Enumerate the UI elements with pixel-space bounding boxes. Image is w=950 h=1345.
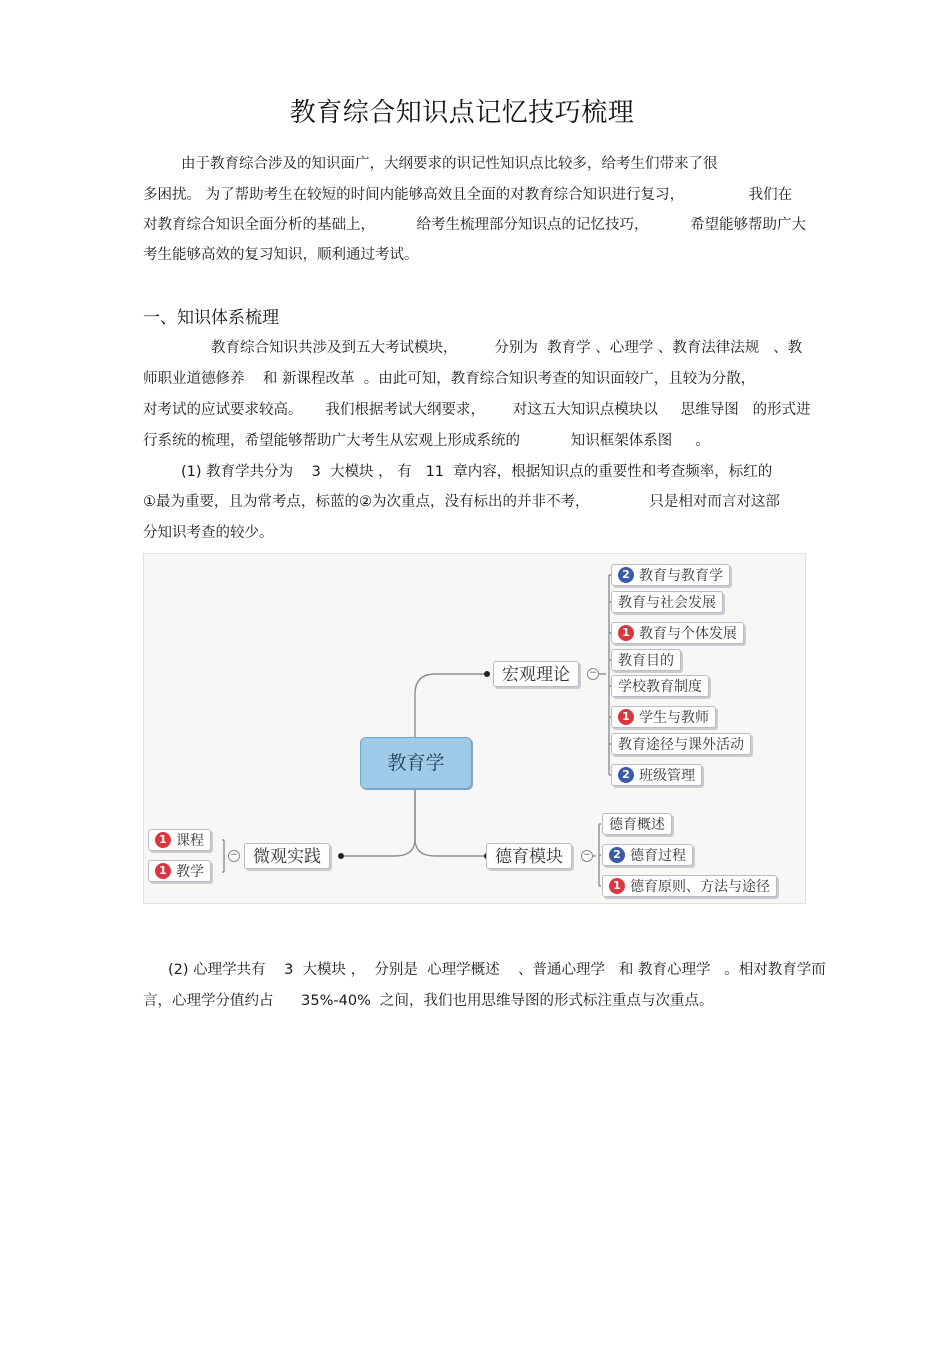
para1-line-3: 分知识考查的较少。 xyxy=(143,525,274,541)
document-title: 教育综合知识点记忆技巧梳理 xyxy=(289,98,635,128)
topic-label: 教育与社会发展 xyxy=(618,595,716,611)
collapse-moral-icon[interactable]: − xyxy=(581,850,593,862)
priority-2-icon: 2 xyxy=(618,767,634,783)
topic-label: 班级管理 xyxy=(639,768,695,784)
section-heading-knowledge-system: 一、知识体系梳理 xyxy=(143,308,279,328)
topic-label: 教育途径与课外活动 xyxy=(618,737,744,753)
topic-education-pathways xyxy=(611,733,751,755)
section1-line-3: 对考试的应试要求较高。 我们根据考试大纲要求， 对这五大知识点模块以 思维导图 的形式进 xyxy=(143,402,811,418)
priority-1-icon: 1 xyxy=(609,878,625,894)
connector-macro xyxy=(415,674,487,737)
topic-education-and-pedagogy xyxy=(611,564,730,586)
topic-label: 课程 xyxy=(176,833,204,849)
topic-school-system xyxy=(611,675,709,697)
topic-label: 德育概述 xyxy=(609,817,665,833)
priority-1-icon: 1 xyxy=(618,625,634,641)
intro-line-4: 考生能够高效的复习知识，顺利通过考试。 xyxy=(143,247,419,263)
branch-dot-macro xyxy=(484,671,490,677)
mindmap-central-node: 教育学 xyxy=(360,737,472,789)
branch-macro-theory: 宏观理论 xyxy=(493,661,579,687)
intro-line-1: 由于教育综合涉及的知识面广，大纲要求的识记性知识点比较多，给考生们带来了很 xyxy=(181,156,718,172)
para2-line-2: 言，心理学分值约占 35%-40% 之间，我们也用思维导图的形式标注重点与次重点。 xyxy=(143,993,714,1009)
para1-line-1: (1) 教育学共分为 3 大模块 ， 有 11 章内容，根据知识点的重要性和考查频率，标红的 xyxy=(181,464,773,480)
priority-1-icon: 1 xyxy=(618,709,634,725)
branch-micro-practice: 微观实践 xyxy=(244,843,330,869)
topic-class-management xyxy=(611,764,702,786)
intro-line-2: 多困扰。 为了帮助考生在较短的时间内能够高效且全面的对教育综合知识进行复习， 我们在 xyxy=(143,187,793,203)
topic-moral-overview xyxy=(602,813,672,835)
topic-label: 学生与教师 xyxy=(639,710,709,726)
priority-2-icon: 2 xyxy=(618,567,634,583)
topic-label: 学校教育制度 xyxy=(618,679,702,695)
intro-line-3: 对教育综合知识全面分析的基础上， 给考生梳理部分知识点的记忆技巧， 希望能够帮助广大 xyxy=(143,217,806,233)
topic-label: 教育与教育学 xyxy=(639,568,723,584)
topic-education-goal xyxy=(611,649,681,671)
collapse-micro-icon[interactable]: − xyxy=(228,850,240,862)
topic-label: 教育目的 xyxy=(618,653,674,669)
section1-line-1: 教育综合知识共涉及到五大考试模块， 分别为 教育学 、心理学 、教育法律法规 、教 xyxy=(211,340,803,356)
section1-line-2: 师职业道德修养 和 新课程改革 。由此可知，教育综合知识考查的知识面较广，且较为分散， xyxy=(143,371,756,387)
priority-1-icon: 1 xyxy=(155,832,171,848)
topic-students-and-teachers xyxy=(611,706,716,728)
topic-moral-principles xyxy=(602,875,777,897)
para2-line-1: (2) 心理学共有 3 大模块 ， 分别是 心理学概述 、普通心理学 和 教育心理学 。相对教育学而 xyxy=(168,962,826,978)
priority-2-icon: 2 xyxy=(609,847,625,863)
education-mindmap xyxy=(143,553,806,904)
topic-label: 德育原则、方法与途径 xyxy=(630,879,770,895)
connector-moral xyxy=(415,787,487,856)
topic-label: 教育与个体发展 xyxy=(639,626,737,642)
collapse-macro-icon[interactable]: − xyxy=(587,668,599,680)
section1-line-4: 行系统的梳理，希望能够帮助广大考生从宏观上形成系统的 知识框架体系图 。 xyxy=(143,433,710,449)
topic-moral-process xyxy=(602,844,693,866)
topic-education-and-individual xyxy=(611,622,744,644)
connector-micro xyxy=(342,787,415,856)
topic-curriculum xyxy=(148,829,211,851)
topic-education-and-society xyxy=(611,591,723,613)
branch-moral-education: 德育模块 xyxy=(486,843,572,869)
topic-label: 教学 xyxy=(176,864,204,880)
priority-1-icon: 1 xyxy=(155,863,171,879)
branch-dot-micro xyxy=(338,853,344,859)
topic-teaching xyxy=(148,860,211,882)
para1-line-2: ①最为重要，且为常考点，标蓝的②为次重点，没有标出的并非不考， 只是相对而言对这部 xyxy=(143,494,780,510)
topic-label: 德育过程 xyxy=(630,848,686,864)
